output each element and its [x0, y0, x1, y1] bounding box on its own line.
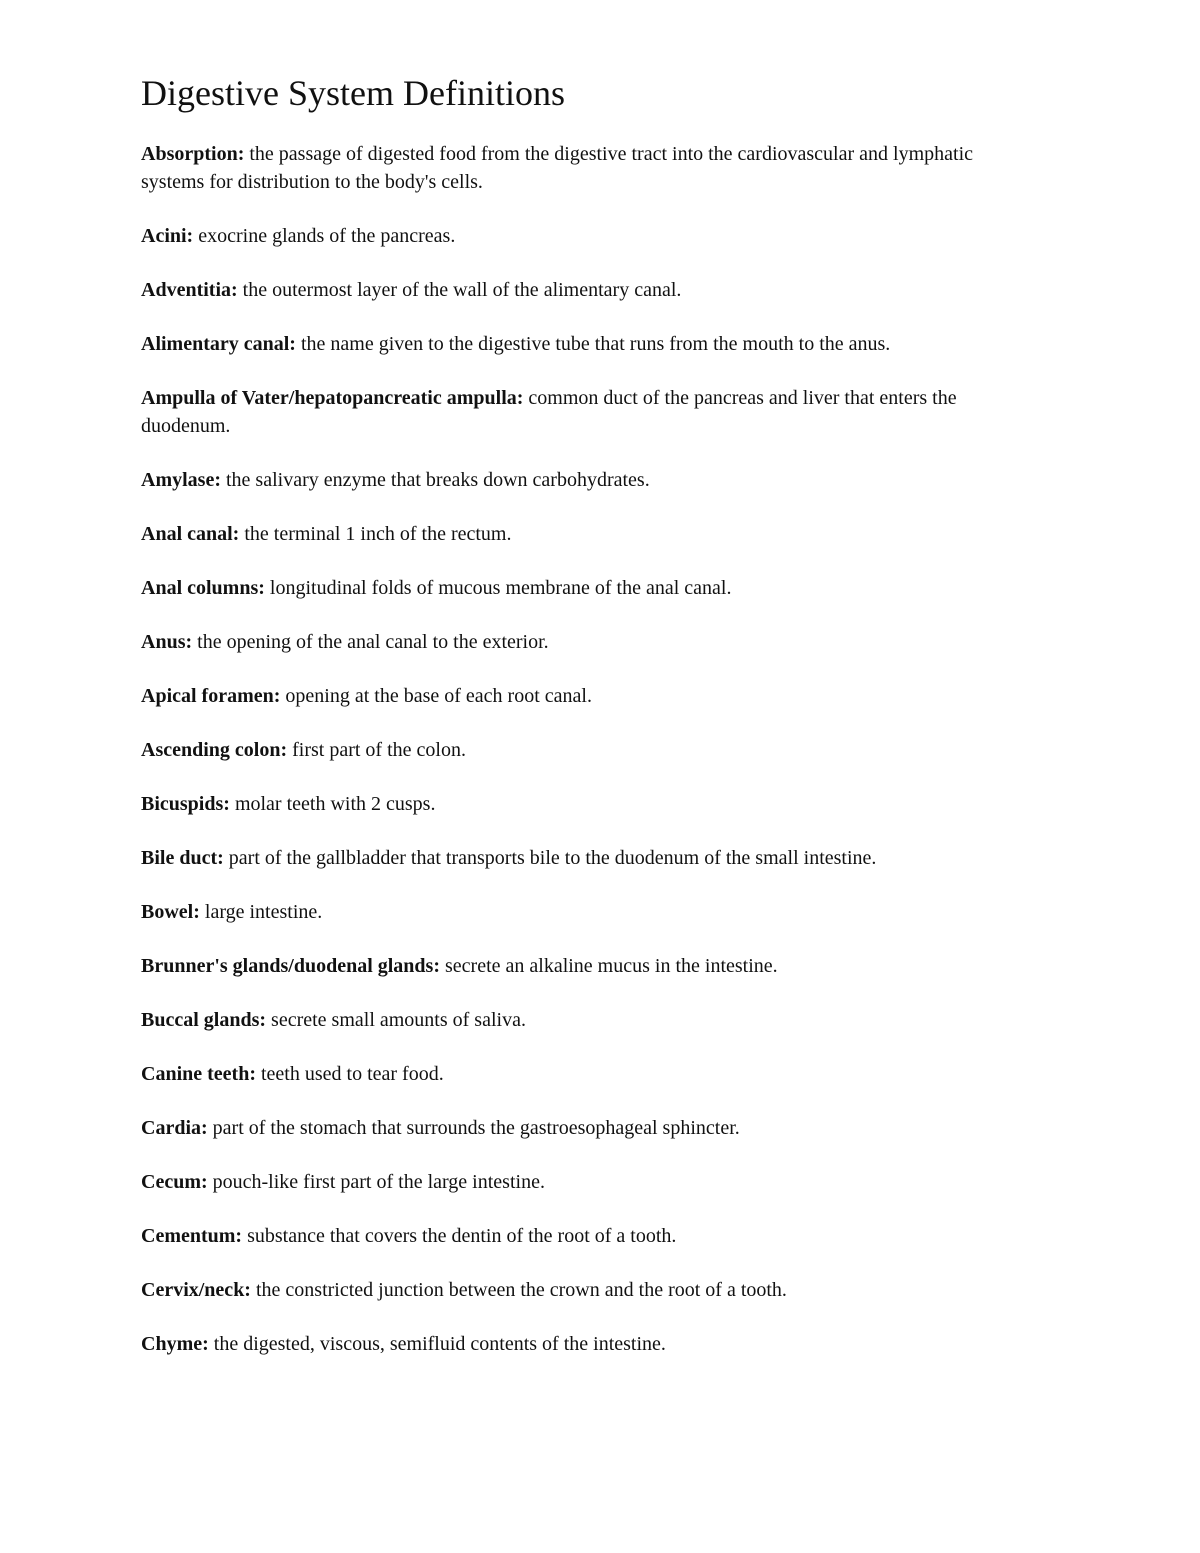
term: Anus: [141, 631, 193, 653]
definition-entry [141, 1222, 1041, 1250]
definition-entry [141, 222, 1041, 250]
term: Adventitia: [141, 279, 238, 301]
definition-entry [141, 1114, 1041, 1142]
term: Cervix/neck: [141, 1279, 251, 1301]
term: Bile duct: [141, 847, 224, 869]
definition: first part of the colon. [292, 739, 466, 761]
definition-entry [141, 466, 1041, 494]
term: Absorption: [141, 143, 245, 165]
definition-entry [141, 790, 1041, 818]
term: Anal canal: [141, 523, 240, 545]
term: Chyme: [141, 1333, 209, 1355]
definition: part of the gallbladder that transports bile to the duodenum of the small intestine. [228, 847, 877, 869]
term: Cecum: [141, 1171, 208, 1193]
definition-entry [141, 844, 1041, 872]
definition-entry [141, 1060, 1041, 1088]
term: Ampulla of Vater/hepatopancreatic ampulla: [141, 387, 524, 409]
definition-list [141, 140, 1041, 1384]
definition: the outermost layer of the wall of the alimentary canal. [242, 279, 682, 301]
definition-entry [141, 574, 1041, 602]
definition: secrete small amounts of saliva. [271, 1009, 526, 1031]
definition-entry [141, 140, 1041, 196]
definition: large intestine. [204, 901, 323, 923]
term: Bicuspids: [141, 793, 230, 815]
definition-entry [141, 736, 1041, 764]
definition: longitudinal folds of mucous membrane of the anal canal. [269, 577, 732, 599]
term: Amylase: [141, 469, 221, 491]
definition-entry [141, 1276, 1041, 1304]
term: Acini: [141, 225, 194, 247]
term: Bowel: [141, 901, 200, 923]
definition: the digested, viscous, semifluid contents of the intestine. [213, 1333, 666, 1355]
term: Canine teeth: [141, 1063, 256, 1085]
definition-entry [141, 628, 1041, 656]
definition: part of the stomach that surrounds the gastroesophageal sphincter. [212, 1117, 740, 1139]
term: Alimentary canal: [141, 333, 296, 355]
definition-entry [141, 682, 1041, 710]
term: Apical foramen: [141, 685, 281, 707]
definition: substance that covers the dentin of the root of a tooth. [247, 1225, 677, 1247]
definition: secrete an alkaline mucus in the intestine. [445, 955, 778, 977]
definition-entry [141, 276, 1041, 304]
definition: the terminal 1 inch of the rectum. [244, 523, 512, 545]
definition-entry [141, 384, 1041, 440]
definition: the opening of the anal canal to the exterior. [197, 631, 549, 653]
term: Anal columns: [141, 577, 265, 599]
definition: common duct of the pancreas and liver that enters the duodenum. [141, 387, 957, 437]
definition-entry [141, 330, 1041, 358]
definition: pouch-like first part of the large intestine. [212, 1171, 545, 1193]
definition: the name given to the digestive tube that runs from the mouth to the anus. [300, 333, 891, 355]
term: Ascending colon: [141, 739, 288, 761]
definition-entry [141, 520, 1041, 548]
definition-entry [141, 1168, 1041, 1196]
definition: exocrine glands of the pancreas. [198, 225, 456, 247]
definition: the passage of digested food from the digestive tract into the cardiovascular and lymphatic systems for distribution to the body's cells. [141, 143, 974, 193]
definition-entry [141, 898, 1041, 926]
definition: opening at the base of each root canal. [285, 685, 592, 707]
definition: the constricted junction between the crown and the root of a tooth. [255, 1279, 787, 1301]
definition-entry [141, 1006, 1041, 1034]
term: Buccal glands: [141, 1009, 267, 1031]
definition-entry [141, 1330, 1041, 1358]
definition-entry [141, 952, 1041, 980]
definition: molar teeth with 2 cusps. [234, 793, 436, 815]
page-title: Digestive System Definitions [141, 73, 565, 113]
term: Cardia: [141, 1117, 208, 1139]
term: Brunner's glands/duodenal glands: [141, 955, 440, 977]
definition: teeth used to tear food. [260, 1063, 444, 1085]
term: Cementum: [141, 1225, 243, 1247]
definition: the salivary enzyme that breaks down carbohydrates. [225, 469, 650, 491]
